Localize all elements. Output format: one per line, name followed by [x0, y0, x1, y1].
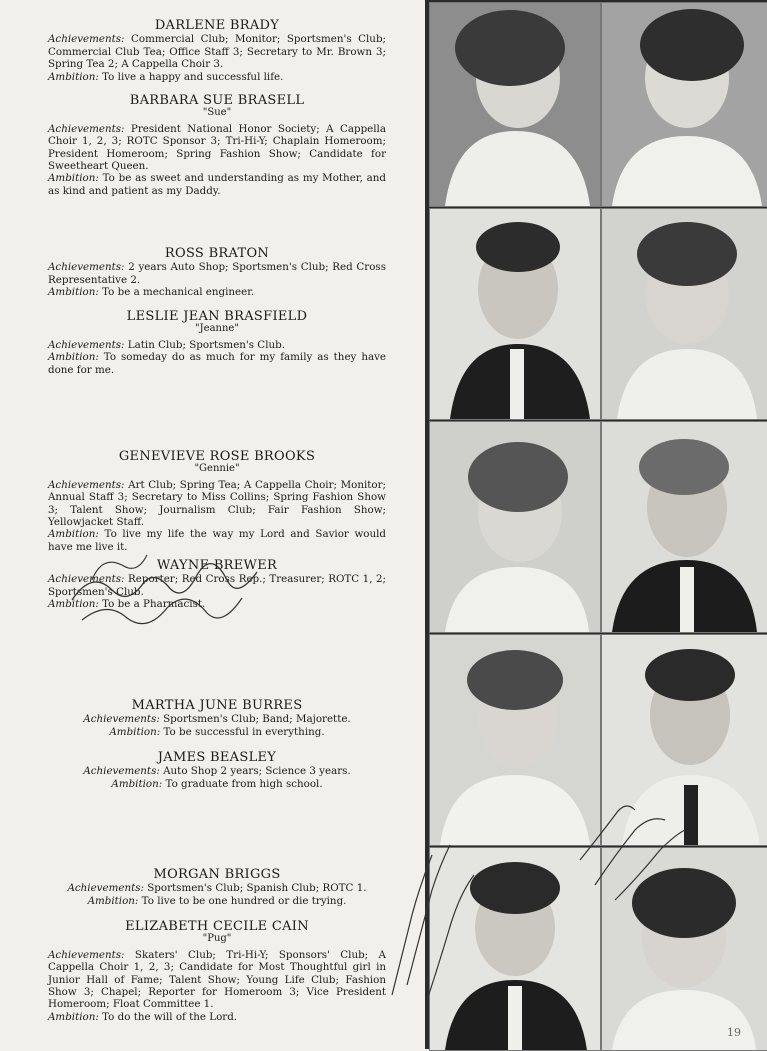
- ambition-text: To someday do as much for my family as they have done for me.: [48, 351, 386, 376]
- handwritten-autograph: [372, 815, 492, 1015]
- student-entry: [48, 921, 386, 1023]
- ambition-text: To be a mechanical engineer.: [102, 286, 255, 299]
- achievements-label: Achievements:: [48, 33, 125, 46]
- achievements-label: Achievements:: [67, 882, 144, 895]
- achievements-label: Achievements:: [48, 478, 125, 491]
- achievements-label: Achievements:: [48, 573, 125, 586]
- student-entry: [48, 311, 386, 376]
- student-nickname: "Jeanne": [195, 323, 239, 335]
- ambition-text: To live my life the way my Lord and Savior would have me live it.: [48, 528, 386, 553]
- ambition-text: To live a happy and successful life.: [102, 70, 284, 83]
- student-name: MARTHA JUNE BURRES: [131, 698, 303, 713]
- achievements-label: Achievements:: [48, 948, 125, 961]
- portrait-photo: [429, 208, 601, 420]
- portrait-photo: [601, 208, 767, 420]
- student-entry: [48, 451, 386, 553]
- achievements-text: Art Club; Spring Tea; A Cappella Choir; Monitor; Annual Staff 3; Secretary to Miss Collins; Spring Fashion Show 3; Talent Show; Journalism Club; Fair Fashion Show; Yellowjacket Staff.: [48, 478, 387, 529]
- achievements-text: Skaters' Club; Tri-Hi-Y; Sponsors' Club; A Cappella Choir 1, 2, 3; Candidate for Most Thoughtful girl in Junior Hall of Fame; Talent Show; Young Life Club; Fashion Show 3; Chapel; Reporter for Homeroom 3; Vice President Homeroom; Float Committee 1.: [48, 948, 386, 1011]
- student-entry: [48, 700, 386, 738]
- student-name: LESLIE JEAN BRASFIELD: [126, 309, 308, 324]
- ambition-label: Ambition:: [48, 70, 99, 83]
- achievements-text: Sportsmen's Club; Spanish Club; ROTC 1.: [147, 882, 367, 895]
- achievements-text: Commercial Club; Monitor; Sportsmen's Club; Commercial Club Tea; Office Staff 3; Secretary to Mr. Brown 3; Spring Tea 2; A Cappella Choir 3.: [48, 33, 387, 71]
- ambition-text: To be successful in everything.: [163, 725, 325, 738]
- student-name: ELIZABETH CECILE CAIN: [125, 919, 309, 934]
- ambition-label: Ambition:: [48, 286, 99, 299]
- achievements-label: Achievements:: [83, 765, 160, 778]
- ambition-text: To graduate from high school.: [165, 777, 323, 790]
- achievements-label: Achievements:: [83, 713, 160, 726]
- ambition-label: Ambition:: [109, 725, 161, 738]
- achievements-text: Reporter; Red Cross Rep.; Treasurer; ROTC 1, 2; Sportsmen's Club.: [48, 573, 386, 598]
- student-entry: [48, 869, 386, 907]
- student-name: ROSS BRATON: [164, 246, 270, 261]
- portrait-photo: [429, 2, 601, 207]
- achievements-text: Sportsmen's Club; Band; Majorette.: [163, 713, 351, 726]
- achievements-label: Achievements:: [48, 338, 125, 351]
- student-nickname: "Sue": [202, 107, 232, 119]
- handwritten-autograph: [570, 790, 700, 910]
- ambition-text: To do the will of the Lord.: [102, 1010, 238, 1023]
- ambition-label: Ambition:: [48, 351, 99, 364]
- student-entry: [48, 752, 386, 790]
- ambition-label: Ambition:: [48, 598, 99, 611]
- page-number: 19: [727, 1026, 741, 1039]
- portrait-photo: [429, 421, 601, 633]
- ambition-text: To live to be one hundred or die trying.: [141, 894, 347, 907]
- achievements-text: President National Honor Society; A Cappella Choir 1, 2, 3; ROTC Sponsor 3; Tri-Hi-Y; Chaplain Homeroom; President Homeroom; Spring Fashion Show; Candidate for Sweetheart Queen.: [48, 122, 386, 173]
- handwritten-autograph: [62, 540, 292, 640]
- student-name: DARLENE BRADY: [154, 18, 280, 33]
- ambition-label: Ambition:: [48, 172, 99, 185]
- achievements-text: Auto Shop 2 years; Science 3 years.: [163, 765, 351, 778]
- student-name: JAMES BEASLEY: [157, 750, 277, 765]
- student-entry: [48, 20, 386, 83]
- student-nickname: "Gennie": [194, 463, 240, 475]
- ambition-label: Ambition:: [87, 894, 139, 907]
- student-nickname: "Pug": [202, 933, 232, 945]
- achievements-label: Achievements:: [48, 261, 125, 274]
- student-name: BARBARA SUE BRASELL: [129, 93, 305, 108]
- ambition-text: To be as sweet and understanding as my Mother, and as kind and patient as my Daddy.: [48, 172, 386, 197]
- student-entry: [48, 95, 386, 197]
- ambition-label: Ambition:: [48, 1010, 99, 1023]
- student-name: MORGAN BRIGGS: [153, 867, 281, 882]
- ambition-label: Ambition:: [111, 777, 163, 790]
- achievements-text: Latin Club; Sportsmen's Club.: [127, 338, 285, 351]
- achievements-text: 2 years Auto Shop; Sportsmen's Club; Red Cross Representative 2.: [48, 261, 387, 286]
- student-name: GENEVIEVE ROSE BROOKS: [118, 449, 316, 464]
- achievements-label: Achievements:: [48, 122, 125, 135]
- student-name: WAYNE BREWER: [156, 558, 278, 573]
- student-entry: [48, 248, 386, 299]
- portrait-photo: [601, 2, 767, 207]
- ambition-text: To be a Pharmacist.: [102, 598, 206, 611]
- portrait-photo: [601, 421, 767, 633]
- ambition-label: Ambition:: [48, 528, 99, 541]
